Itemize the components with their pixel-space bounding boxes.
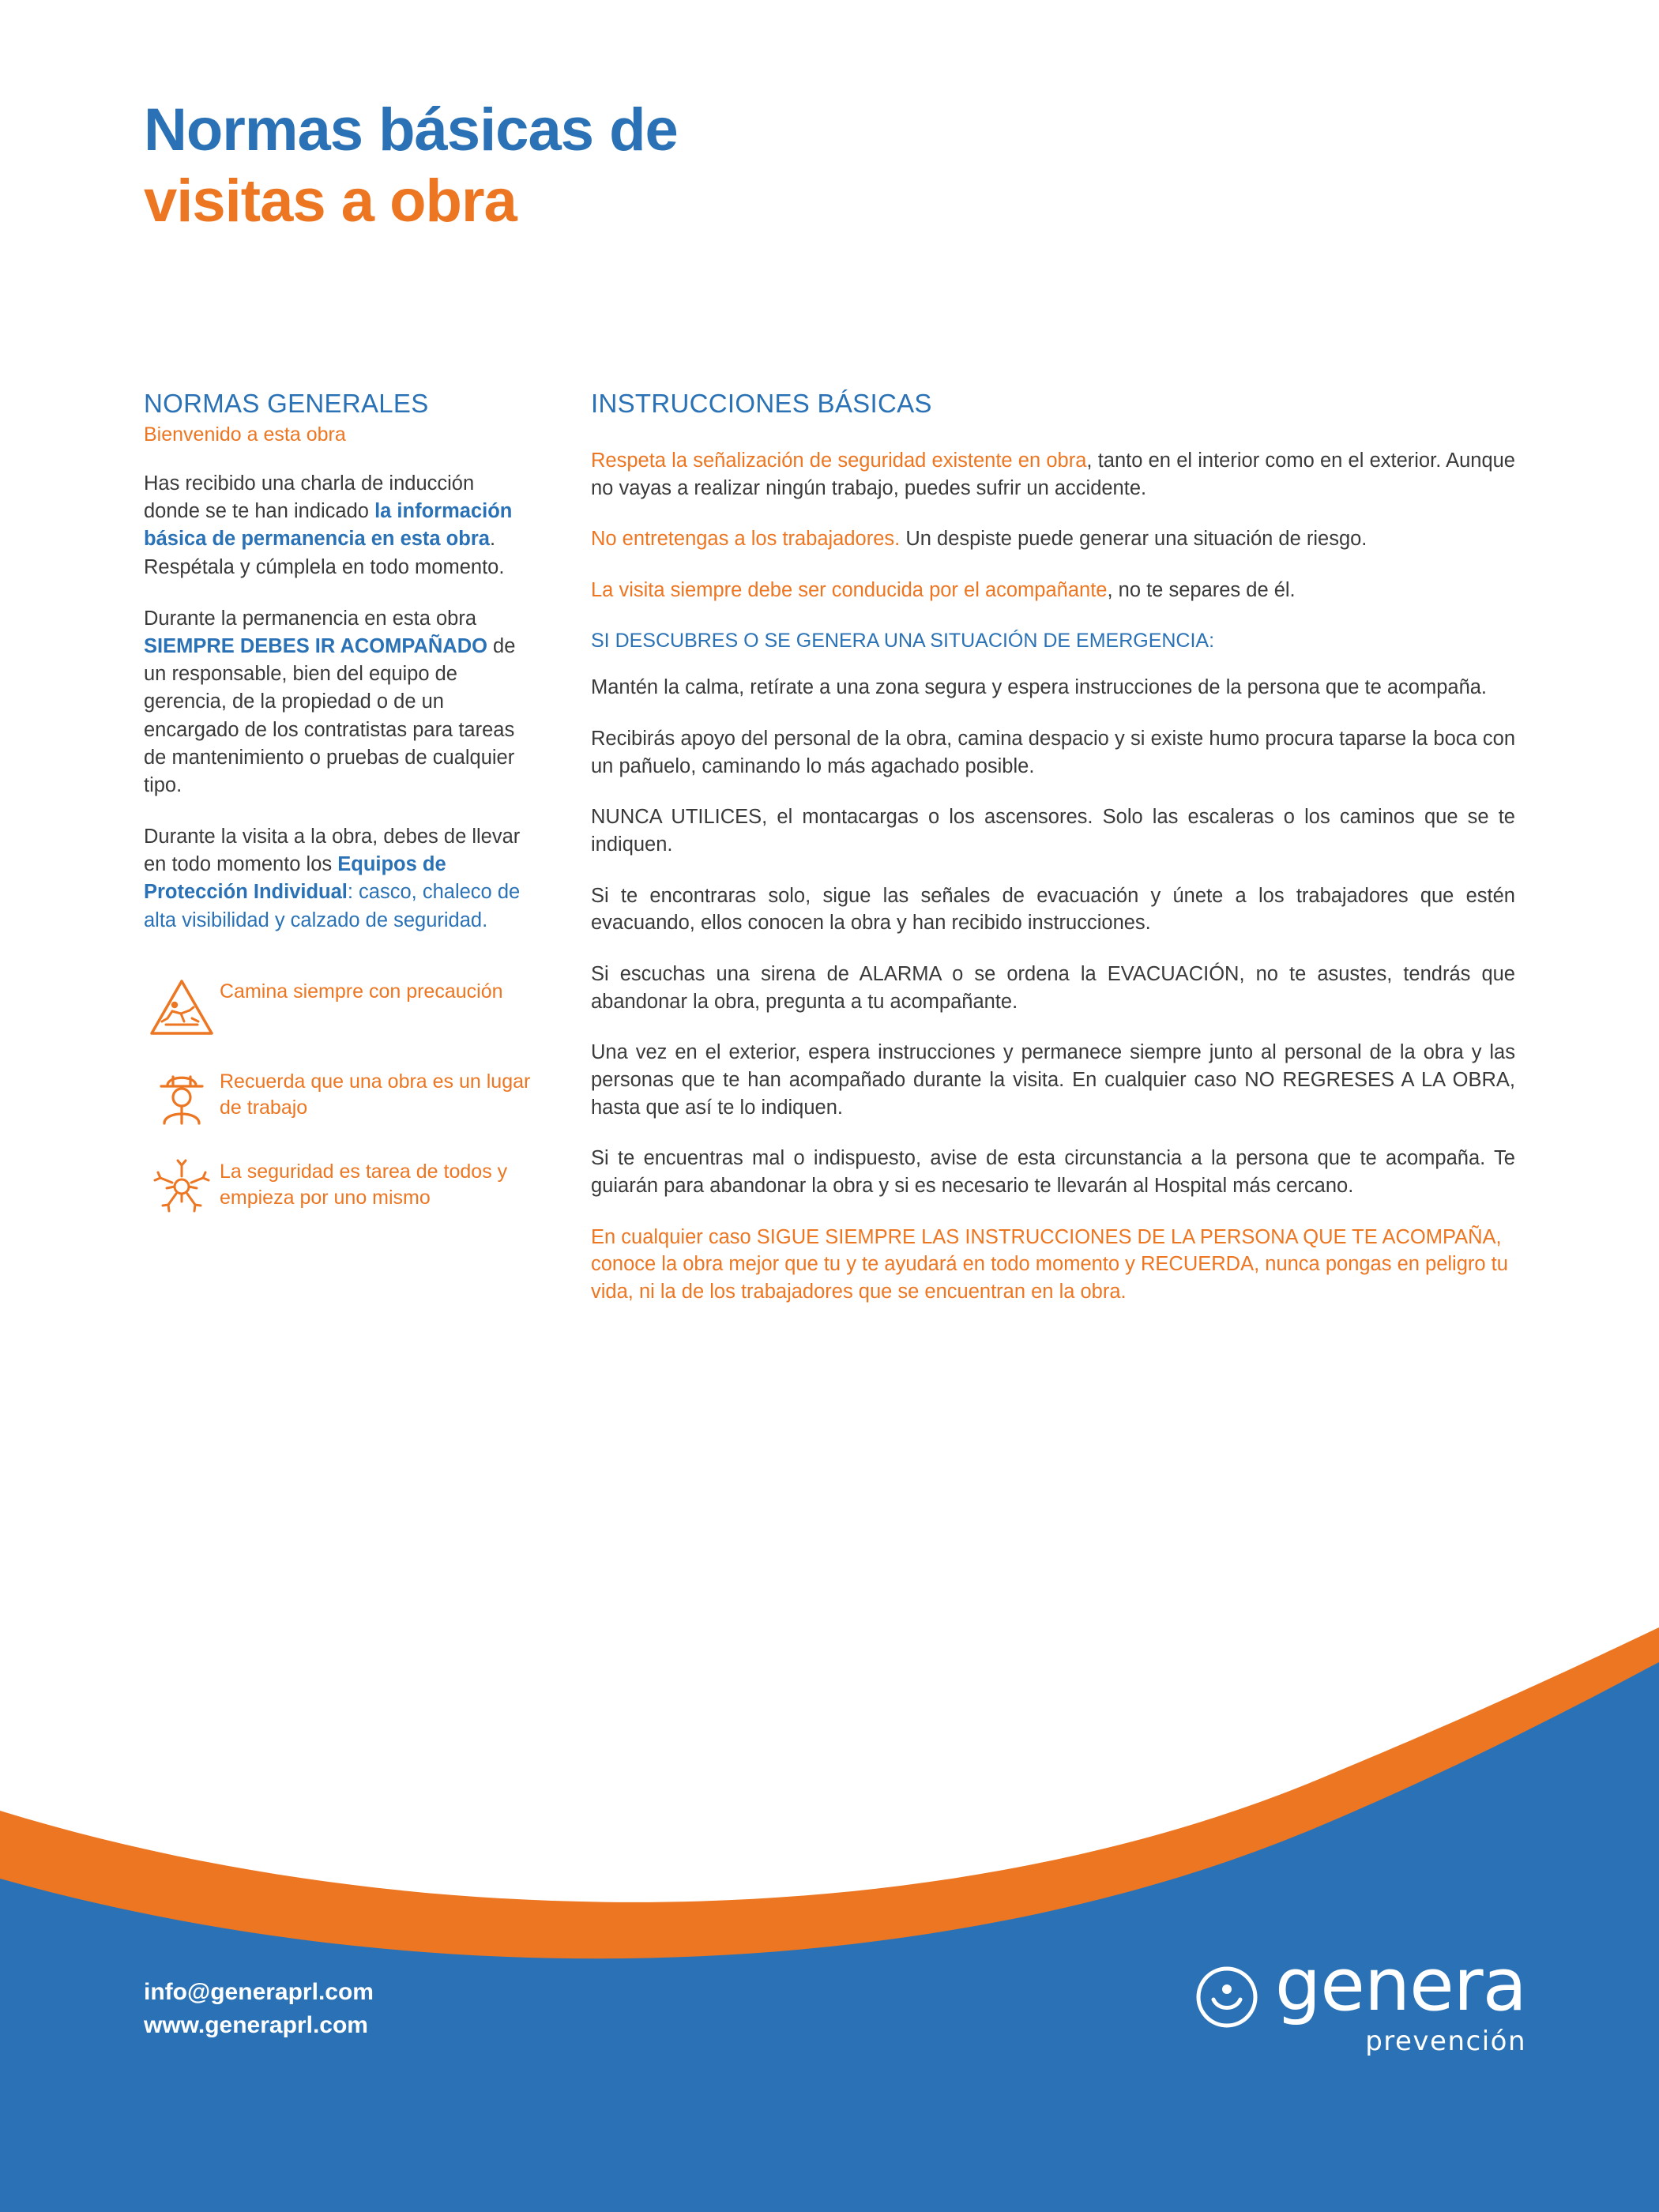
left-column-subheading: Bienvenido a esta obra: [144, 423, 346, 446]
footer-email[interactable]: info@generaprl.com: [144, 1978, 374, 2005]
left-paragraph-1: [144, 470, 531, 581]
emergency-paragraph-3: NUNCA UTILICES, el montacargas o los ascensores. Solo las escaleras o los caminos que se te indiquen.: [591, 806, 1515, 856]
emergency-heading: SI DESCUBRES O SE GENERA UNA SITUACIÓN DE EMERGENCIA:: [591, 629, 1215, 652]
right-column: [591, 389, 1515, 1306]
instruction-2-lead: No entretengas a los trabajadores.: [591, 528, 901, 551]
emergency-paragraph-5: Si escuchas una sirena de ALARMA o se ordena la EVACUACIÓN, no te asustes, tendrás que abandonar la obra, pregunta a tu acompañante.: [591, 962, 1515, 1013]
logo-tagline: prevención: [1365, 2026, 1526, 2057]
genera-circle-icon: [1193, 1963, 1261, 2035]
left-column: [144, 389, 531, 1241]
closing-statement: En cualquier caso SIGUE SIEMPRE LAS INSTRUCCIONES DE LA PERSONA QUE TE ACOMPAÑA, conoce la obra mejor que tu y te ayudará en todo momento y RECUERDA, nunca pongas en peligro tu vida, ni la de los trabajadores que se encuentran en la obra.: [591, 1225, 1508, 1303]
left-paragraph-3-part2: : casco, chaleco de alta visibilidad y calzado de seguridad.: [144, 881, 521, 931]
slip-hazard-warning-icon: [144, 971, 220, 1044]
emergency-paragraph-7: Si te encuentras mal o indispuesto, avise de esta circunstancia a la persona que te acompaña. Te guiarán para abandonar la obra y si es necesario te llevarán al Hospital más cercano.: [591, 1147, 1515, 1197]
instruction-1-lead: Respeta la señalización de seguridad existente en obra: [591, 450, 1087, 472]
logo-wordmark: genera: [1274, 1943, 1526, 2028]
instruction-3-lead: La visita siempre debe ser conducida por el acompañante: [591, 579, 1108, 602]
icon-label: Recuerda que una obra es un lugar de trabajo: [220, 1070, 531, 1119]
title-line-primary: Normas básicas de: [144, 96, 678, 164]
instruction-2-rest: Un despiste puede generar una situación de riesgo.: [900, 528, 1367, 551]
title-line-secondary: visitas a obra: [144, 167, 517, 235]
left-paragraph-2: [144, 605, 531, 799]
left-paragraph-2-bold: SIEMPRE DEBES IR ACOMPAÑADO: [144, 634, 487, 657]
instruction-item-2: [591, 525, 1515, 553]
emergency-paragraph-1: Mantén la calma, retírate a una zona segura y espera instrucciones de la persona que te acompaña.: [591, 676, 1488, 699]
list-item: [144, 1151, 531, 1224]
instruction-item-1: [591, 447, 1515, 502]
list-item: [144, 1061, 531, 1134]
left-paragraph-1-part2: . Respétala y cúmplela en todo momento.: [144, 528, 505, 578]
icon-label: Camina siempre con precaución: [220, 980, 503, 1003]
list-item: [144, 971, 531, 1044]
right-column-heading: INSTRUCCIONES BÁSICAS: [591, 389, 932, 418]
left-paragraph-2-part2: de un responsable, bien del equipo de gerencia, de la propiedad o de un encargado de los contratistas para tareas de mantenimiento o pruebas de cualquier tipo.: [144, 634, 516, 796]
emergency-paragraph-6: Una vez en el exterior, espera instrucciones y permanece siempre junto al personal de la obra y las personas que te han acompañado durante la visita. En cualquier caso NO REGRESES A LA OBRA, hasta que así te lo indiquen.: [591, 1041, 1515, 1119]
instruction-item-3: [591, 577, 1515, 604]
page-title: [144, 95, 1092, 236]
left-paragraph-3-part1: Durante la visita a la obra, debes de llevar en todo momento los: [144, 826, 521, 876]
worker-helmet-icon: [144, 1061, 220, 1134]
left-column-heading: NORMAS GENERALES: [144, 389, 429, 418]
icon-label: La seguridad es tarea de todos y empieza por uno mismo: [220, 1160, 508, 1209]
left-paragraph-3: [144, 823, 531, 935]
emergency-paragraph-4: Si te encontraras solo, sigue las señales de evacuación y únete a los trabajadores que estén evacuando, ellos conocen la obra y han recibido instrucciones.: [591, 884, 1515, 935]
safety-icon-list: [144, 971, 531, 1224]
emergency-paragraph-2: Recibirás apoyo del personal de la obra, camina despacio y si existe humo procura taparse la boca con un pañuelo, caminando lo más agachado posible.: [591, 727, 1515, 777]
decorative-wave-graphic: [0, 1627, 1659, 2212]
footer-contact: [144, 1976, 374, 2043]
instruction-1-rest: , tanto en el interior como en el exterior. Aunque no vayas a realizar ningún trabajo, puedes sufrir un accidente.: [591, 450, 1515, 499]
teamwork-hands-icon: [144, 1151, 220, 1224]
instruction-3-rest: , no te separes de él.: [1107, 579, 1296, 602]
left-paragraph-3-bold: Equipos de Protección Individual: [144, 853, 446, 904]
left-paragraph-1-bold: la información básica de permanencia en esta obra: [144, 500, 513, 551]
brand-logo: [1193, 1943, 1526, 2057]
left-paragraph-2-part1: Durante la permanencia en esta obra: [144, 607, 477, 630]
footer-website[interactable]: www.generaprl.com: [144, 2012, 368, 2039]
left-paragraph-1-part1: Has recibido una charla de inducción donde se te han indicado: [144, 472, 475, 523]
